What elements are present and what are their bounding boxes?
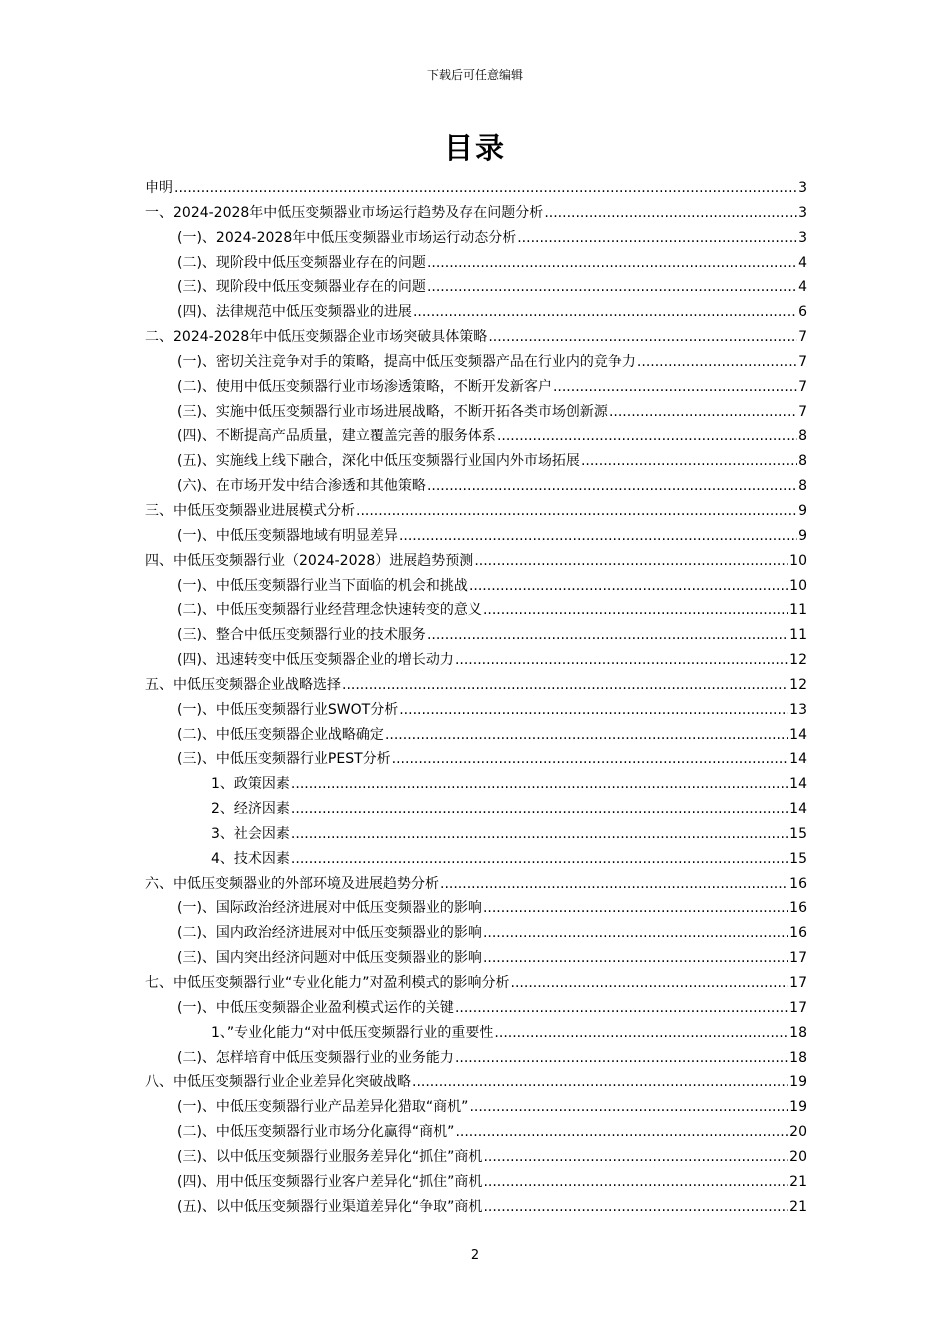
toc-entry-label: 4、技术因素 — [211, 850, 290, 867]
toc-entry[interactable] — [145, 1145, 807, 1170]
toc-entry[interactable] — [145, 574, 807, 599]
toc-entry[interactable] — [145, 1120, 807, 1145]
toc-leader-dots — [544, 201, 797, 226]
toc-entry[interactable] — [145, 872, 807, 897]
toc-entry-label: (四)、迅速转变中低压变频器企业的增长动力 — [177, 652, 454, 669]
toc-leader-dots — [399, 524, 797, 549]
toc-leader-dots — [392, 747, 789, 772]
toc-leader-dots — [483, 598, 788, 623]
toc-entry[interactable] — [145, 1046, 807, 1071]
toc-leader-dots — [455, 1046, 788, 1071]
toc-entry-label: (一)、中低压变频器企业盈利模式运作的关键 — [177, 999, 454, 1016]
toc-leader-dots — [455, 996, 788, 1021]
toc-entry-label: 申明 — [145, 180, 173, 196]
toc-leader-dots — [291, 822, 788, 847]
toc-entry-page: 12 — [789, 652, 807, 669]
toc-entry-page: 14 — [789, 776, 807, 793]
toc-entry[interactable] — [145, 648, 807, 673]
toc-entry-label: 六、中低压变频器业的外部环境及进展趋势分析 — [145, 875, 439, 892]
toc-entry-label: (四)、法律规范中低压变频器业的进展 — [177, 304, 412, 321]
toc-entry-page: 11 — [789, 627, 807, 644]
page-number: 2 — [470, 1248, 480, 1263]
toc-leader-dots — [483, 921, 788, 946]
toc-entry-page: 12 — [789, 676, 807, 693]
toc-entry-page: 20 — [789, 1124, 807, 1141]
toc-entry-page: 8 — [798, 478, 807, 495]
toc-leader-dots — [483, 896, 788, 921]
toc-entry[interactable] — [145, 325, 807, 350]
toc-entry-label: (二)、中低压变频器企业战略确定 — [177, 726, 384, 743]
toc-entry[interactable] — [145, 499, 807, 524]
toc-entry[interactable] — [145, 251, 807, 276]
toc-entry[interactable] — [145, 747, 807, 772]
page-header: 下载后可任意编辑 — [426, 68, 523, 82]
toc-entry[interactable] — [145, 350, 807, 375]
toc-entry[interactable] — [145, 1095, 807, 1120]
toc-entry-page: 7 — [798, 353, 807, 370]
toc-leader-dots — [488, 325, 797, 350]
toc-entry[interactable] — [145, 275, 807, 300]
toc-leader-dots — [342, 673, 788, 698]
toc-entry-page: 6 — [798, 304, 807, 321]
toc-entry-page: 19 — [789, 1099, 807, 1116]
toc-entry[interactable] — [145, 623, 807, 648]
toc-leader-dots — [494, 1021, 788, 1046]
table-of-contents — [145, 176, 807, 1219]
toc-entry-page: 10 — [789, 577, 807, 594]
toc-leader-dots — [440, 872, 788, 897]
toc-entry[interactable] — [145, 176, 807, 201]
toc-entry-label: (三)、中低压变频器行业PEST分析 — [177, 751, 391, 768]
toc-entry-label: (六)、在市场开发中结合渗透和其他策略 — [177, 478, 426, 495]
toc-leader-dots — [427, 474, 797, 499]
toc-entry[interactable] — [145, 1195, 807, 1220]
toc-entry-label: (一)、密切关注竞争对手的策略，提高中低压变频器产品在行业内的竞争力 — [177, 353, 636, 370]
toc-leader-dots — [399, 698, 788, 723]
toc-entry-label: 八、中低压变频器行业企业差异化突破战略 — [145, 1074, 411, 1091]
toc-entry-label: (一)、中低压变频器行业SWOT分析 — [177, 701, 399, 718]
toc-leader-dots — [474, 549, 788, 574]
toc-entry-page: 16 — [789, 900, 807, 917]
toc-entry-page: 15 — [789, 825, 807, 842]
toc-entry-page: 19 — [789, 1074, 807, 1091]
toc-entry-page: 17 — [789, 975, 807, 991]
toc-entry-label: (三)、国内突出经济问题对中低压变频器业的影响 — [177, 950, 482, 967]
toc-leader-dots — [483, 1145, 788, 1170]
toc-entry-page: 16 — [789, 925, 807, 942]
toc-leader-dots — [174, 176, 797, 201]
toc-entry[interactable] — [145, 300, 807, 325]
toc-entry-page: 16 — [789, 875, 807, 892]
toc-leader-dots — [412, 1070, 788, 1095]
toc-entry-label: (二)、使用中低压变频器行业市场渗透策略，不断开发新客户 — [177, 378, 552, 395]
toc-entry-page: 20 — [789, 1148, 807, 1165]
toc-entry-label: (五)、实施线上线下融合，深化中低压变频器行业国内外市场拓展 — [177, 453, 580, 470]
toc-entry-label: 七、中低压变频器行业“专业化能力”对盈利模式的影响分析 — [145, 975, 510, 991]
toc-entry-label: (二)、中低压变频器行业经营理念快速转变的意义 — [177, 602, 482, 619]
toc-entry-label: (一)、2024-2028年中低压变频器业市场运行动态分析 — [177, 229, 517, 246]
toc-entry-label: 1、政策因素 — [211, 776, 290, 793]
toc-entry-label: 1、”专业化能力“对中低压变频器行业的重要性 — [211, 1024, 494, 1041]
toc-entry-label: (四)、用中低压变频器行业客户差异化“抓住”商机 — [177, 1173, 483, 1190]
toc-entry-label: (一)、中低压变频器地域有明显差异 — [177, 527, 398, 544]
toc-entry-page: 21 — [789, 1173, 807, 1190]
toc-entry-label: (二)、怎样培育中低压变频器行业的业务能力 — [177, 1049, 454, 1066]
toc-entry-page: 7 — [798, 403, 807, 420]
toc-entry[interactable] — [145, 698, 807, 723]
toc-entry-page: 8 — [798, 428, 807, 445]
toc-entry-label: (三)、以中低压变频器行业服务差异化“抓住”商机 — [177, 1148, 483, 1165]
toc-leader-dots — [291, 847, 788, 872]
toc-leader-dots — [455, 1120, 788, 1145]
toc-entry[interactable] — [145, 1070, 807, 1095]
toc-entry[interactable] — [145, 524, 807, 549]
toc-entry-page: 21 — [789, 1198, 807, 1215]
toc-entry[interactable] — [145, 971, 807, 996]
toc-entry-label: 四、中低压变频器行业（2024-2028）进展趋势预测 — [145, 552, 474, 569]
toc-leader-dots — [469, 1095, 788, 1120]
toc-entry-label: 一、2024-2028年中低压变频器业市场运行趋势及存在问题分析 — [145, 204, 544, 221]
toc-leader-dots — [511, 971, 789, 996]
toc-entry-page: 13 — [789, 701, 807, 718]
toc-entry[interactable] — [145, 723, 807, 748]
toc-leader-dots — [427, 275, 797, 300]
toc-entry[interactable] — [145, 598, 807, 623]
toc-entry[interactable] — [145, 822, 807, 847]
toc-entry[interactable] — [145, 549, 807, 574]
toc-entry[interactable] — [145, 424, 807, 449]
toc-entry[interactable] — [145, 946, 807, 971]
toc-leader-dots — [356, 499, 797, 524]
page-title: 目录 — [443, 131, 506, 165]
toc-leader-dots — [291, 772, 788, 797]
toc-leader-dots — [385, 723, 788, 748]
toc-entry[interactable] — [145, 797, 807, 822]
toc-entry[interactable] — [145, 201, 807, 226]
toc-entry-page: 10 — [789, 552, 807, 569]
toc-leader-dots — [497, 424, 797, 449]
toc-leader-dots — [291, 797, 788, 822]
toc-entry-page: 18 — [789, 1049, 807, 1066]
toc-entry-page: 14 — [789, 726, 807, 743]
toc-entry-label: (三)、实施中低压变频器行业市场进展战略，不断开拓各类市场创新源 — [177, 403, 608, 420]
toc-entry-label: (四)、不断提高产品质量，建立覆盖完善的服务体系 — [177, 428, 496, 445]
toc-entry-page: 9 — [798, 527, 807, 544]
toc-entry-label: (三)、整合中低压变频器行业的技术服务 — [177, 627, 426, 644]
toc-entry-page: 14 — [789, 751, 807, 768]
toc-entry-label: 二、2024-2028年中低压变频器企业市场突破具体策略 — [145, 329, 488, 346]
toc-entry[interactable] — [145, 226, 807, 251]
toc-entry-page: 7 — [798, 329, 807, 346]
toc-entry-page: 4 — [798, 279, 807, 296]
toc-entry-page: 18 — [789, 1024, 807, 1041]
toc-entry-page: 8 — [798, 453, 807, 470]
toc-entry[interactable] — [145, 1170, 807, 1195]
toc-entry-label: (二)、中低压变频器行业市场分化赢得“商机” — [177, 1124, 455, 1141]
toc-entry-label: (二)、国内政治经济进展对中低压变频器业的影响 — [177, 925, 482, 942]
toc-entry-label: (五)、以中低压变频器行业渠道差异化“争取”商机 — [177, 1198, 483, 1215]
toc-leader-dots — [609, 400, 797, 425]
toc-entry[interactable] — [145, 921, 807, 946]
toc-entry-page: 9 — [798, 502, 807, 519]
toc-entry-label: 五、中低压变频器企业战略选择 — [145, 676, 341, 693]
toc-entry[interactable] — [145, 375, 807, 400]
toc-entry-page: 4 — [798, 254, 807, 271]
toc-entry-label: (二)、现阶段中低压变频器业存在的问题 — [177, 254, 426, 271]
toc-entry-page: 17 — [789, 950, 807, 967]
toc-entry-label: (三)、现阶段中低压变频器业存在的问题 — [177, 279, 426, 296]
toc-entry-label: 3、社会因素 — [211, 825, 290, 842]
toc-entry[interactable] — [145, 772, 807, 797]
toc-entry-label: (一)、中低压变频器行业当下面临的机会和挑战 — [177, 577, 468, 594]
toc-entry-page: 3 — [798, 229, 807, 246]
toc-entry-label: 2、经济因素 — [211, 801, 290, 818]
toc-leader-dots — [637, 350, 797, 375]
toc-entry[interactable] — [145, 449, 807, 474]
toc-entry[interactable] — [145, 673, 807, 698]
toc-leader-dots — [455, 648, 788, 673]
toc-leader-dots — [427, 251, 797, 276]
toc-entry[interactable] — [145, 847, 807, 872]
toc-entry[interactable] — [145, 1021, 807, 1046]
toc-leader-dots — [483, 1170, 788, 1195]
toc-leader-dots — [469, 574, 788, 599]
toc-entry[interactable] — [145, 474, 807, 499]
toc-entry-label: (一)、国际政治经济进展对中低压变频器业的影响 — [177, 900, 482, 917]
toc-leader-dots — [581, 449, 797, 474]
toc-leader-dots — [553, 375, 797, 400]
toc-entry[interactable] — [145, 996, 807, 1021]
toc-entry-page: 11 — [789, 602, 807, 619]
toc-entry-page: 15 — [789, 850, 807, 867]
toc-leader-dots — [483, 1195, 788, 1220]
toc-entry-page: 14 — [789, 801, 807, 818]
toc-entry-label: 三、中低压变频器业进展模式分析 — [145, 502, 355, 519]
toc-entry-page: 7 — [798, 378, 807, 395]
toc-entry-page: 3 — [798, 204, 807, 221]
toc-leader-dots — [413, 300, 797, 325]
toc-leader-dots — [483, 946, 788, 971]
toc-entry-page: 3 — [798, 180, 807, 196]
toc-leader-dots — [427, 623, 788, 648]
toc-entry[interactable] — [145, 400, 807, 425]
toc-leader-dots — [517, 226, 797, 251]
toc-entry-label: (一)、中低压变频器行业产品差异化猎取“商机” — [177, 1099, 469, 1116]
toc-entry-page: 17 — [789, 999, 807, 1016]
toc-entry[interactable] — [145, 896, 807, 921]
